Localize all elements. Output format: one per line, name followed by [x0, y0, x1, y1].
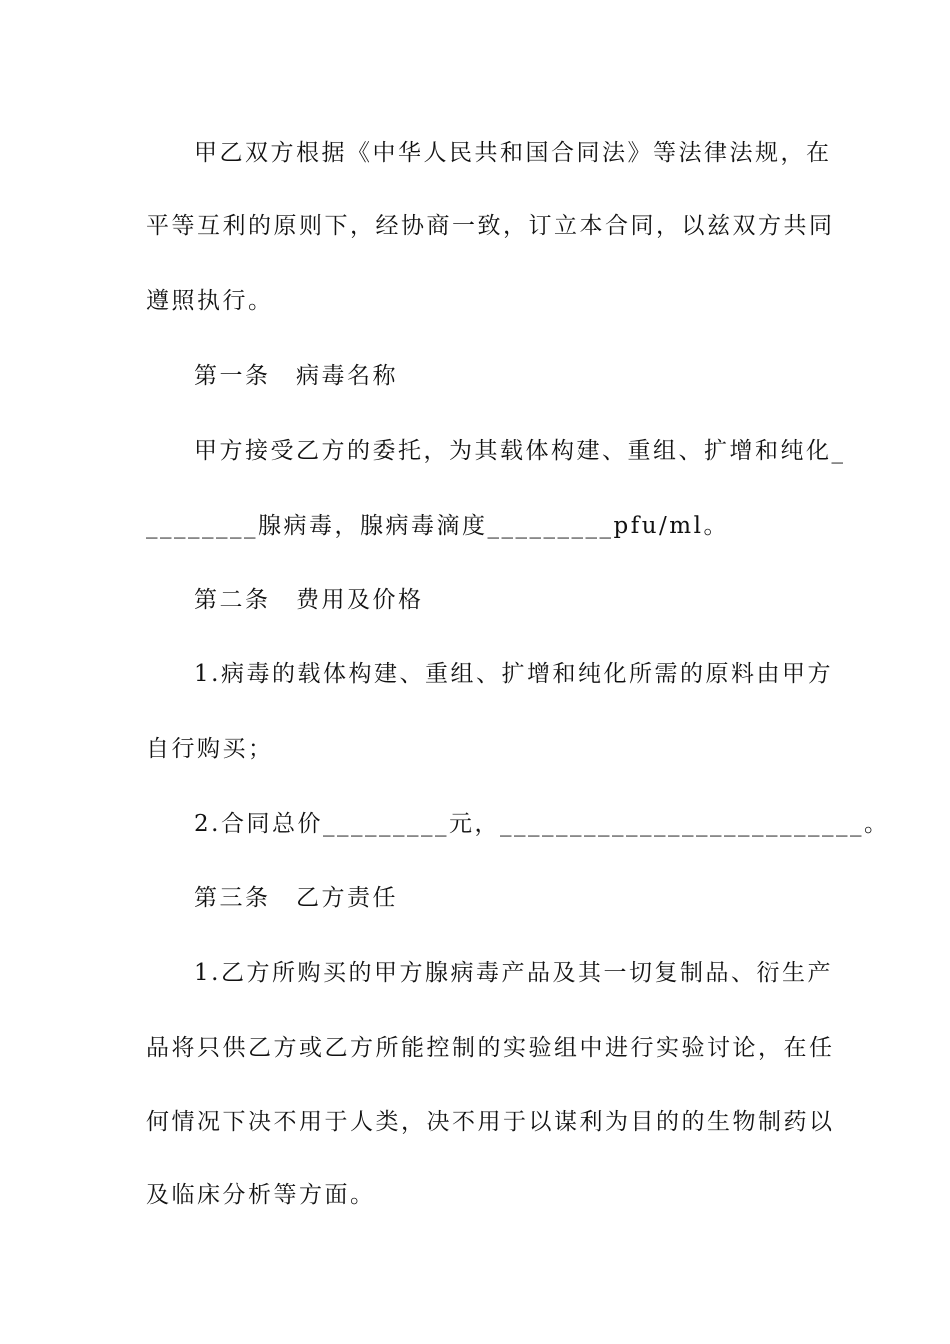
article-3-item-1-line-2: 品将只供乙方或乙方所能控制的实验组中进行实验讨论，在任	[146, 1035, 835, 1061]
article-1-heading: 第一条 病毒名称	[194, 363, 398, 389]
article-2-item-1-line-2: 自行购买；	[146, 736, 274, 762]
preamble-line-3: 遵照执行。	[146, 288, 274, 314]
article-3-item-1-line-4: 及临床分析等方面。	[146, 1182, 376, 1208]
article-3-heading: 第三条 乙方责任	[194, 885, 398, 911]
preamble-line-1: 甲乙双方根据《中华人民共和国合同法》等法律法规，在	[194, 140, 832, 166]
preamble-line-2: 平等互利的原则下，经协商一致，订立本合同，以兹双方共同	[146, 213, 835, 239]
article-2-heading: 第二条 费用及价格	[194, 587, 424, 613]
article-2-item-2: 2.合同总价_________元，__________________________。	[194, 811, 890, 837]
article-1-line-1: 甲方接受乙方的委托，为其载体构建、重组、扩增和纯化_	[194, 438, 846, 464]
article-3-item-1-line-3: 何情况下决不用于人类，决不用于以谋利为目的的生物制药以	[146, 1109, 835, 1135]
article-2-item-1-line-1: 1.病毒的载体构建、重组、扩增和纯化所需的原料由甲方	[194, 661, 833, 687]
article-3-item-1-line-1: 1.乙方所购买的甲方腺病毒产品及其一切复制品、衍生产	[194, 960, 833, 986]
article-1-line-2: ________腺病毒，腺病毒滴度_________pfu/ml。	[146, 513, 729, 539]
